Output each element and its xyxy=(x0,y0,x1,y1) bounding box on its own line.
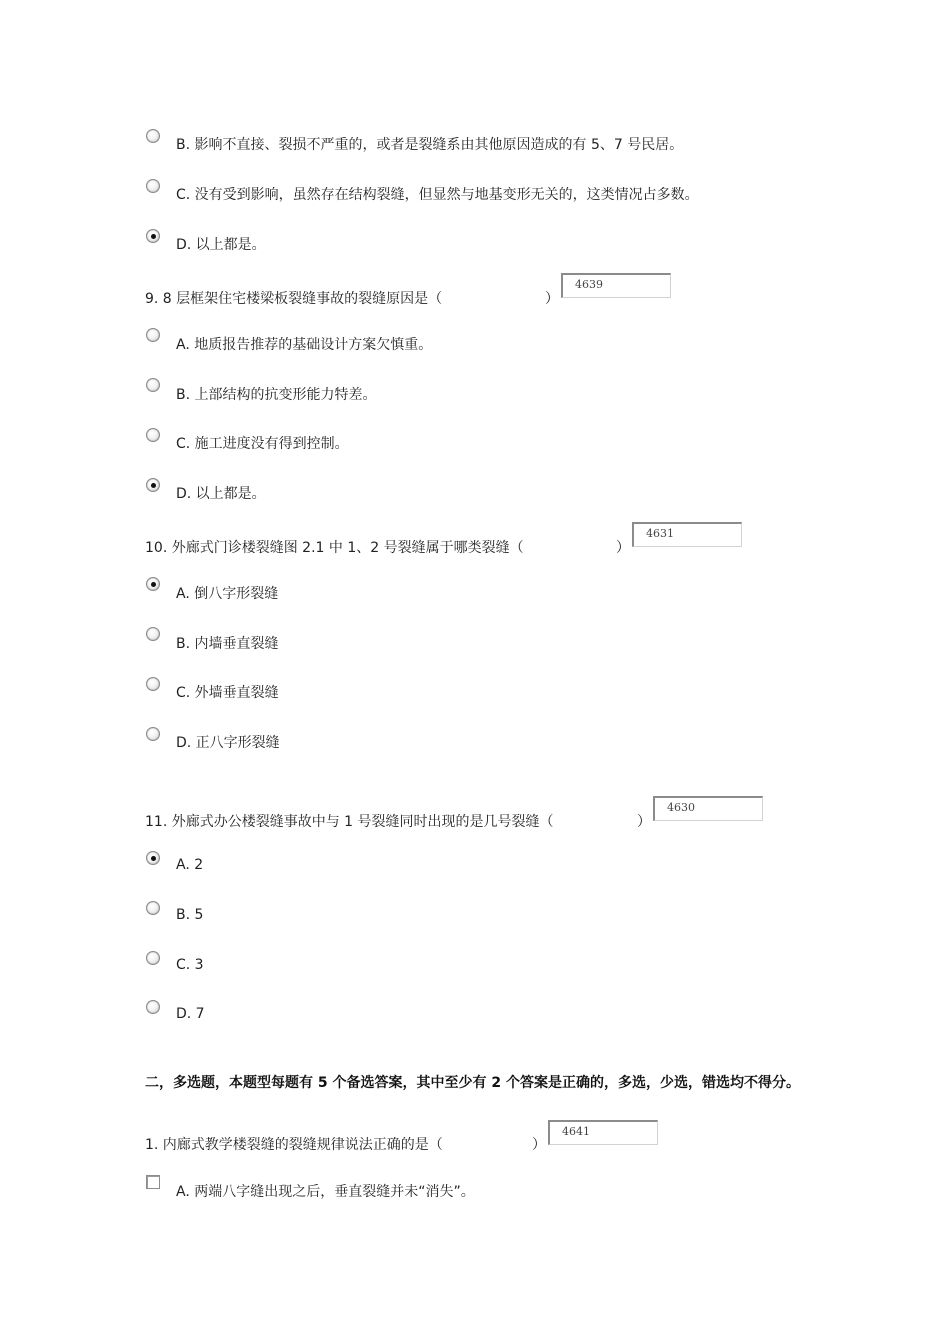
option-q8-b: B. 影响不直接、裂损不严重的，或者是裂缝系由其他原因造成的有 5、7 号民居。 xyxy=(176,137,684,153)
answer-box-mq1[interactable]: 4641 xyxy=(548,1120,658,1145)
question-11-text: 11. 外廊式办公楼裂缝事故中与 1 号裂缝同时出现的是几号裂缝（ xyxy=(145,814,554,830)
option-q10-d: D. 正八字形裂缝 xyxy=(176,735,280,751)
radio-q9-c[interactable] xyxy=(146,428,160,442)
option-q10-a: A. 倒八字形裂缝 xyxy=(176,586,279,602)
radio-q8-d-selected[interactable] xyxy=(146,229,160,243)
radio-q10-d[interactable] xyxy=(146,727,160,741)
radio-q11-c[interactable] xyxy=(146,951,160,965)
radio-q8-b[interactable] xyxy=(146,129,160,143)
option-q11-c: C. 3 xyxy=(176,957,204,973)
option-q11-a: A. 2 xyxy=(176,857,204,873)
option-q10-b: B. 内墙垂直裂缝 xyxy=(176,636,279,652)
checkbox-mq1-a[interactable] xyxy=(146,1175,160,1189)
answer-box-q10[interactable]: 4631 xyxy=(632,522,742,547)
option-q9-d: D. 以上都是。 xyxy=(176,486,266,502)
option-q8-c: C. 没有受到影响，虽然存在结构裂缝，但显然与地基变形无关的，这类情况占多数。 xyxy=(176,187,699,203)
option-q9-a: A. 地质报告推荐的基础设计方案欠慎重。 xyxy=(176,337,433,353)
answer-box-q9[interactable]: 4639 xyxy=(561,273,671,298)
option-q11-d: D. 7 xyxy=(176,1006,205,1022)
option-q9-c: C. 施工进度没有得到控制。 xyxy=(176,436,349,452)
answer-box-q11[interactable]: 4630 xyxy=(653,796,763,821)
question-10-text: 10. 外廊式门诊楼裂缝图 2.1 中 1、2 号裂缝属于哪类裂缝（ xyxy=(145,540,524,556)
radio-q10-a-selected[interactable] xyxy=(146,577,160,591)
radio-q9-d-selected[interactable] xyxy=(146,478,160,492)
radio-q11-d[interactable] xyxy=(146,1000,160,1014)
section-heading-multiple-choice: 二，多选题，本题型每题有 5 个备选答案，其中至少有 2 个答案是正确的，多选，少选，错选均不得分。 xyxy=(145,1075,800,1091)
option-q11-b: B. 5 xyxy=(176,907,204,923)
multi-question-1-text: 1. 内廊式教学楼裂缝的裂缝规律说法正确的是（ xyxy=(145,1137,443,1153)
option-q8-d: D. 以上都是。 xyxy=(176,237,266,253)
option-q9-b: B. 上部结构的抗变形能力特差。 xyxy=(176,387,377,403)
question-11-close-paren: ） xyxy=(637,814,651,830)
radio-q11-b[interactable] xyxy=(146,901,160,915)
radio-q9-b[interactable] xyxy=(146,378,160,392)
radio-q10-b[interactable] xyxy=(146,627,160,641)
radio-q8-c[interactable] xyxy=(146,179,160,193)
question-9-text: 9. 8 层框架住宅楼梁板裂缝事故的裂缝原因是（ xyxy=(145,291,443,307)
question-10-close-paren: ） xyxy=(616,540,630,556)
radio-q10-c[interactable] xyxy=(146,677,160,691)
radio-q9-a[interactable] xyxy=(146,328,160,342)
radio-q11-a-selected[interactable] xyxy=(146,851,160,865)
question-9-close-paren: ） xyxy=(545,291,559,307)
option-mq1-a: A. 两端八字缝出现之后，垂直裂缝并未“消失”。 xyxy=(176,1184,475,1200)
option-q10-c: C. 外墙垂直裂缝 xyxy=(176,685,279,701)
multi-question-1-close-paren: ） xyxy=(532,1137,546,1153)
